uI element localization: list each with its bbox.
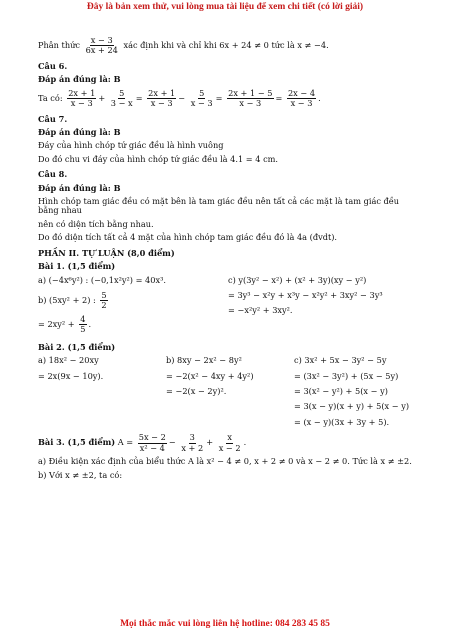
text: Phân thức bbox=[38, 39, 80, 50]
exercise-3-heading: Bài 3. (1,5 điểm) A = $\frac{5x - 2}{\text{x² − 4}}$ − $\frac{3}{x + 2}$ + $\frac{x}{x - 2}$ . bbox=[38, 432, 247, 453]
exercise-1-body bbox=[38, 276, 418, 335]
text-line: Do đó diện tích tất cả 4 mặt của hình chóp tam giác đều đó là 4a (đvdt). bbox=[38, 232, 338, 243]
exercise-1-right: c) y(3y² − x²) + (x² + 3y)(xy − y²) = 3y³ − x²y + x³y − x²y² + 3xy² − 3y³ = −x²y² + 3xy². bbox=[228, 274, 383, 316]
section-heading: PHẦN II. TỰ LUẬN (8,0 điểm) bbox=[38, 247, 175, 258]
text-line: b) Với x ≠ ±2, ta có: bbox=[38, 469, 123, 480]
exercise-1-left: a) (−4x⁶y²) : (−0,1x²y²) = 40x³. b) (5xy² + 2) : $\frac{5}{2}$ = 2xy² + $\frac{4}{5}$ . bbox=[38, 274, 166, 335]
text: xác định khi và chỉ khi 6x + 24 ≠ 0 tức là x ≠ −4. bbox=[123, 39, 329, 50]
answer-6: Đáp án đúng là: B bbox=[38, 74, 121, 85]
question-8-heading: Câu 8. bbox=[38, 169, 68, 180]
answer-7: Đáp án đúng là: B bbox=[38, 126, 121, 137]
fraction: $\frac{x - 3}{6x + 24}$ bbox=[85, 35, 118, 56]
hotline-banner: Mọi thắc mắc vui lòng liên hệ hotline: 084 283 45 85 bbox=[120, 619, 330, 629]
question-6-heading: Câu 6. bbox=[38, 60, 68, 71]
answer-8: Đáp án đúng là: B bbox=[38, 182, 121, 193]
text-line: Đáy của hình chóp tứ giác đều là hình vuông bbox=[38, 140, 224, 151]
text-line: a) Điều kiện xác định của biểu thức A là x² − 4 ≠ 0, x + 2 ≠ 0 và x − 2 ≠ 0. Tức là x ≠ ±2. bbox=[38, 456, 412, 467]
preview-banner: Đây là bản xem thử, vui lòng mua tài liệu để xem chi tiết (có lời giải) bbox=[86, 2, 364, 12]
exercise-2-body: a) 18x² − 20xy = 2x(9x − 10y). b) 8xy − 2x² − 8y² = −2(x² − 4xy + 4y²) = −2(x − 2y)². c) 3x² + 5x − 3y² − 5y = (3x² − 3y²) + (5x − 5y) = 3(x² − y²) + 5(x − y) = 3(x − y)(x + y) + 5(x − y) = (x − y)(3x + 3y + 5). bbox=[38, 355, 410, 427]
text-line: nên có diện tích bằng nhau. bbox=[38, 218, 154, 229]
fraction-condition-line bbox=[38, 36, 418, 56]
question-7-heading: Câu 7. bbox=[38, 113, 68, 124]
equation-line: Ta có: $\frac{2x + 1}{x - 3}$ + $\frac{5}{3 - x}$ = $\frac{2x + 1}{x - 3}$ − $\frac{5}{x - 3}$ = $\frac{2x + 1 - 5}{x - 3}$ = $\frac{2x - 4}{x - 3}$ . bbox=[38, 87, 321, 109]
document-body bbox=[38, 36, 418, 480]
exercise-2-heading: Bài 2. (1,5 điểm) bbox=[38, 341, 116, 352]
text-line: Hình chóp tam giác đều có mặt bên là tam giác đều nên tất cả các mặt là tam giác đều bằng nhau bbox=[38, 196, 400, 216]
text-line: Do đó chu vi đáy của hình chóp tứ giác đều là 4.1 = 4 cm. bbox=[38, 153, 279, 164]
exercise-1-heading: Bài 1. (1,5 điểm) bbox=[38, 261, 116, 272]
